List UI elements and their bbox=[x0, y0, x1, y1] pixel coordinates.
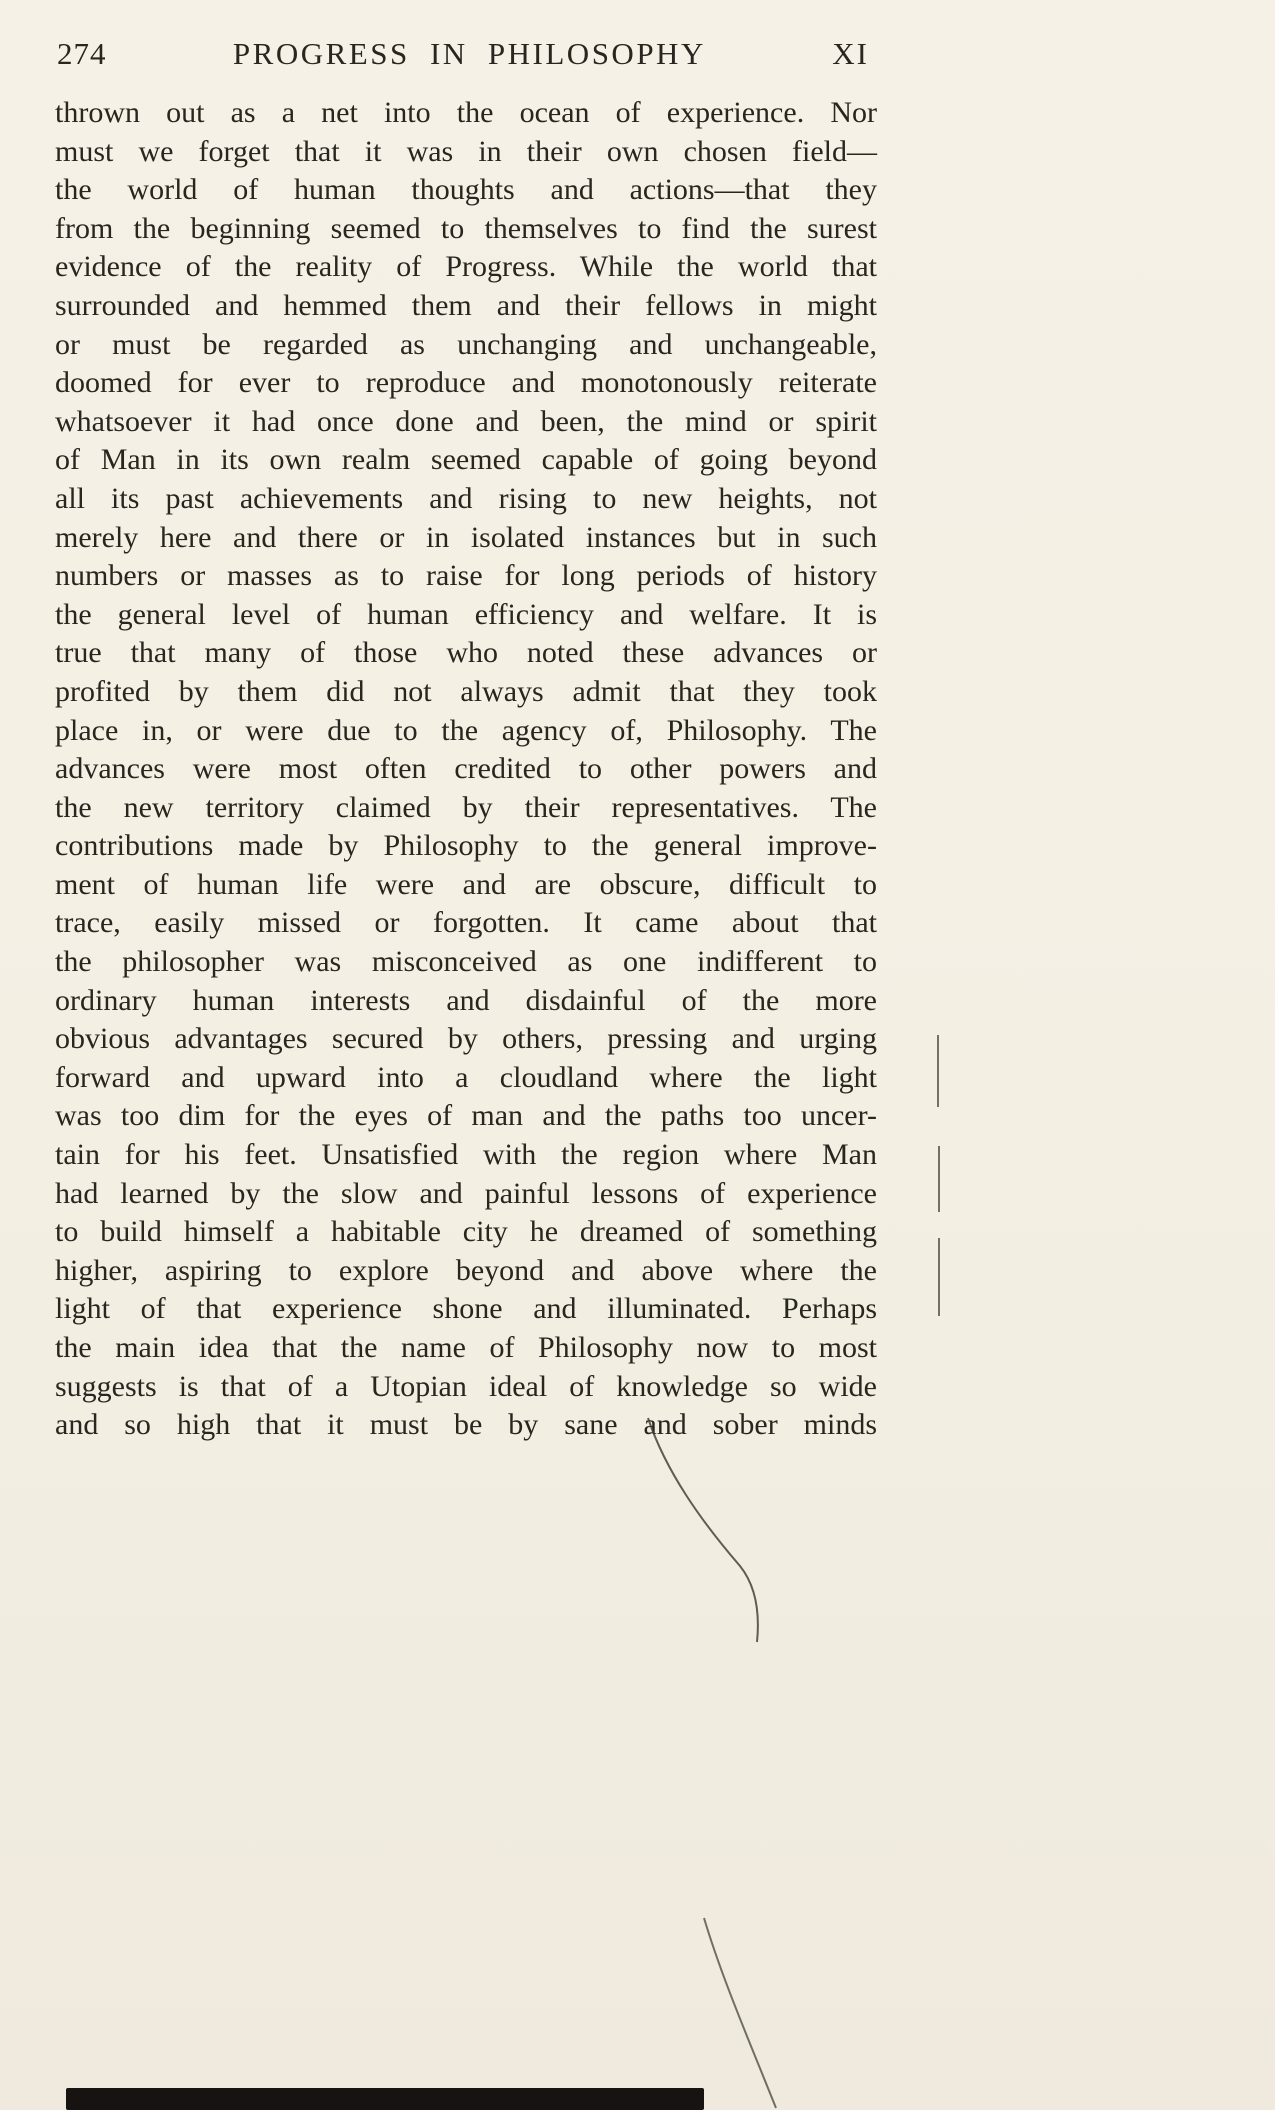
scan-edge-mark bbox=[938, 1146, 940, 1212]
chapter-numeral: XI bbox=[832, 36, 869, 71]
text-line: and so high that it must be by sane and sober minds bbox=[55, 1408, 877, 1442]
page-header bbox=[57, 36, 869, 72]
text-block bbox=[55, 94, 877, 1445]
scan-edge-mark bbox=[937, 1035, 939, 1107]
text-line: surrounded and hemmed them and their fellows in might bbox=[55, 288, 877, 322]
text-line: light of that experience shone and illuminated. Perhaps bbox=[55, 1292, 877, 1326]
text-line: evidence of the reality of Progress. While the world that bbox=[55, 250, 877, 284]
page-number: 274 bbox=[57, 36, 107, 71]
text-line: place in, or were due to the agency of, Philosophy. The bbox=[55, 713, 877, 747]
text-line: ment of human life were and are obscure, difficult to bbox=[55, 867, 877, 901]
text-line: had learned by the slow and painful lessons of experience bbox=[55, 1176, 877, 1210]
text-line: contributions made by Philosophy to the general improve- bbox=[55, 829, 877, 863]
text-line: true that many of those who noted these advances or bbox=[55, 636, 877, 670]
text-line: the philosopher was misconceived as one indifferent to bbox=[55, 945, 877, 979]
text-line: was too dim for the eyes of man and the paths too uncer- bbox=[55, 1099, 877, 1133]
text-line: obvious advantages secured by others, pressing and urging bbox=[55, 1022, 877, 1056]
text-line: higher, aspiring to explore beyond and above where the bbox=[55, 1253, 877, 1287]
text-line: the main idea that the name of Philosophy now to most bbox=[55, 1331, 877, 1364]
text-line: or must be regarded as unchanging and unchangeable, bbox=[55, 327, 877, 361]
text-line: profited by them did not always admit that they took bbox=[55, 674, 877, 708]
running-header-title: PROGRESS IN PHILOSOPHY bbox=[232, 36, 706, 71]
text-line: must we forget that it was in their own chosen field— bbox=[55, 134, 877, 168]
text-line: advances were most often credited to other powers and bbox=[55, 752, 877, 786]
text-line: numbers or masses as to raise for long periods of history bbox=[55, 559, 877, 593]
text-line: tain for his feet. Unsatisfied with the region where Man bbox=[55, 1138, 877, 1172]
text-line: doomed for ever to reproduce and monotonously reiterate bbox=[55, 366, 877, 400]
text-line: ordinary human interests and disdainful of the more bbox=[55, 983, 877, 1017]
scan-bottom-strip bbox=[66, 2088, 704, 2110]
text-line: the world of human thoughts and actions—that they bbox=[55, 173, 877, 207]
scan-edge-mark bbox=[938, 1238, 940, 1316]
text-line: thrown out as a net into the ocean of experience. Nor bbox=[55, 96, 877, 129]
text-line: the general level of human efficiency and welfare. It is bbox=[55, 597, 877, 631]
text-line: the new territory claimed by their representatives. The bbox=[55, 790, 877, 824]
text-line: trace, easily missed or forgotten. It came about that bbox=[55, 906, 877, 940]
text-line: suggests is that of a Utopian ideal of knowledge so wide bbox=[55, 1369, 877, 1403]
text-line: forward and upward into a cloudland where the light bbox=[55, 1060, 877, 1094]
text-line: from the beginning seemed to themselves to find the surest bbox=[55, 211, 877, 245]
text-line: of Man in its own realm seemed capable of going beyond bbox=[55, 443, 877, 477]
text-line: to build himself a habitable city he dreamed of something bbox=[55, 1215, 877, 1249]
text-line: whatsoever it had once done and been, the mind or spirit bbox=[55, 404, 877, 438]
text-line: all its past achievements and rising to new heights, not bbox=[55, 481, 877, 515]
text-line: merely here and there or in isolated instances but in such bbox=[55, 520, 877, 554]
